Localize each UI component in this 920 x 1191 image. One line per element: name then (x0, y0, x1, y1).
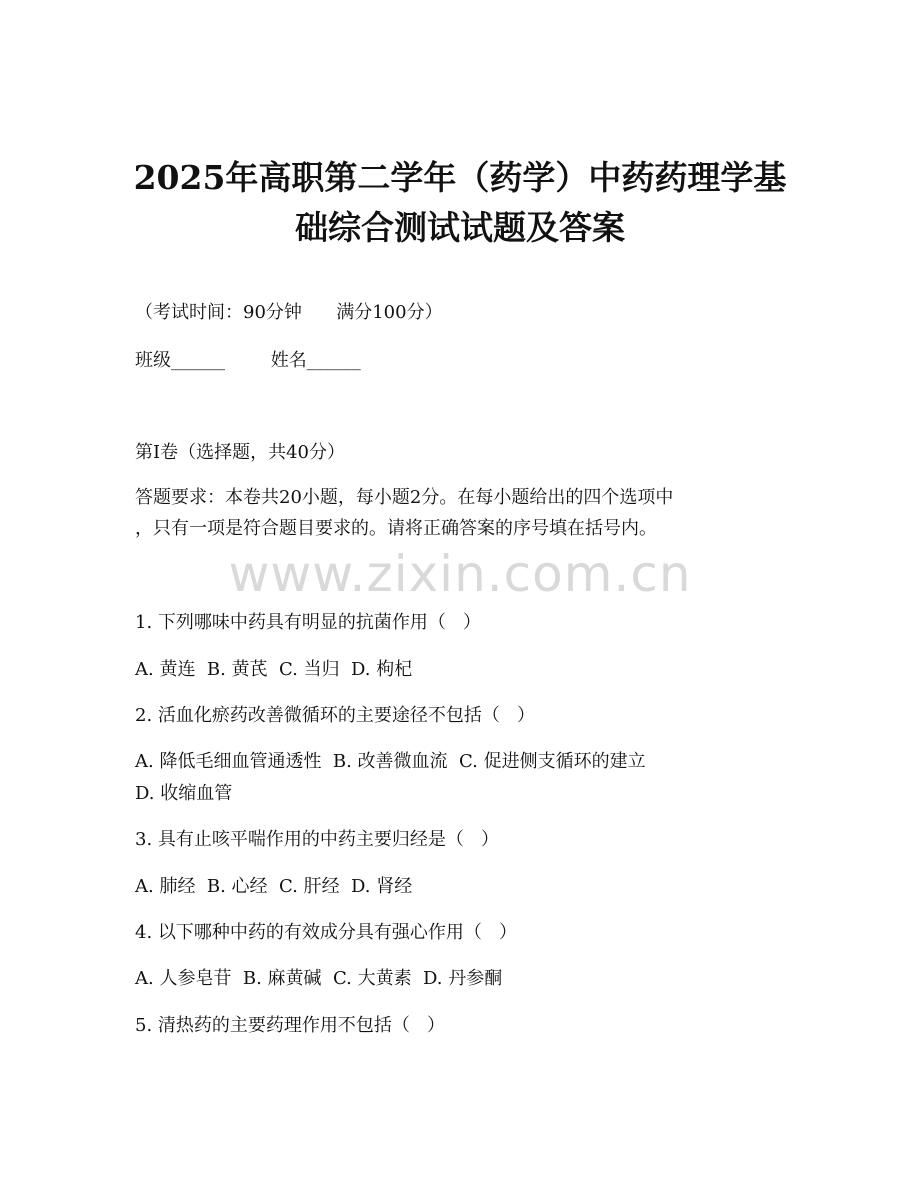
watermark: www.zixin.com.cn (228, 545, 692, 603)
document-title-line-1: 2025年高职第二学年（药学）中药药理学基 (133, 158, 787, 197)
question-3-stem: 3. 具有止咳平喘作用的中药主要归经是（ ） (135, 829, 500, 850)
question-3-options: A. 肺经 B. 心经 C. 肝经 D. 肾经 (135, 876, 413, 897)
question-4-stem: 4. 以下哪种中药的有效成分具有强心作用（ ） (135, 922, 518, 943)
instructions-line-2: ，只有一项是符合题目要求的。请将正确答案的序号填在括号内。 (135, 518, 657, 539)
section-title: 第Ⅰ卷（选择题，共40分） (135, 442, 346, 463)
question-2-stem: 2. 活血化瘀药改善微循环的主要途径不包括（ ） (135, 705, 536, 726)
question-1-options: A. 黄连 B. 黄芪 C. 当归 D. 枸杞 (135, 659, 413, 680)
class-name-line: 班级______ 姓名______ (135, 350, 361, 371)
exam-info: （考试时间：90分钟 满分100分） (135, 302, 443, 323)
question-2-options: A. 降低毛细血管通透性 B. 改善微血流 C. 促进侧支循环的建立 (135, 751, 646, 772)
question-4-options: A. 人参皂苷 B. 麻黄碱 C. 大黄素 D. 丹参酮 (135, 968, 503, 989)
question-5-stem: 5. 清热药的主要药理作用不包括（ ） (135, 1015, 446, 1036)
instructions-line-1: 答题要求：本卷共20小题，每小题2分。在每小题给出的四个选项中 (135, 487, 674, 508)
question-2-options-cont: D. 收缩血管 (135, 783, 233, 804)
document-title-line-2: 础综合测试试题及答案 (295, 208, 625, 247)
question-1-stem: 1. 下列哪味中药具有明显的抗菌作用（ ） (135, 612, 482, 633)
